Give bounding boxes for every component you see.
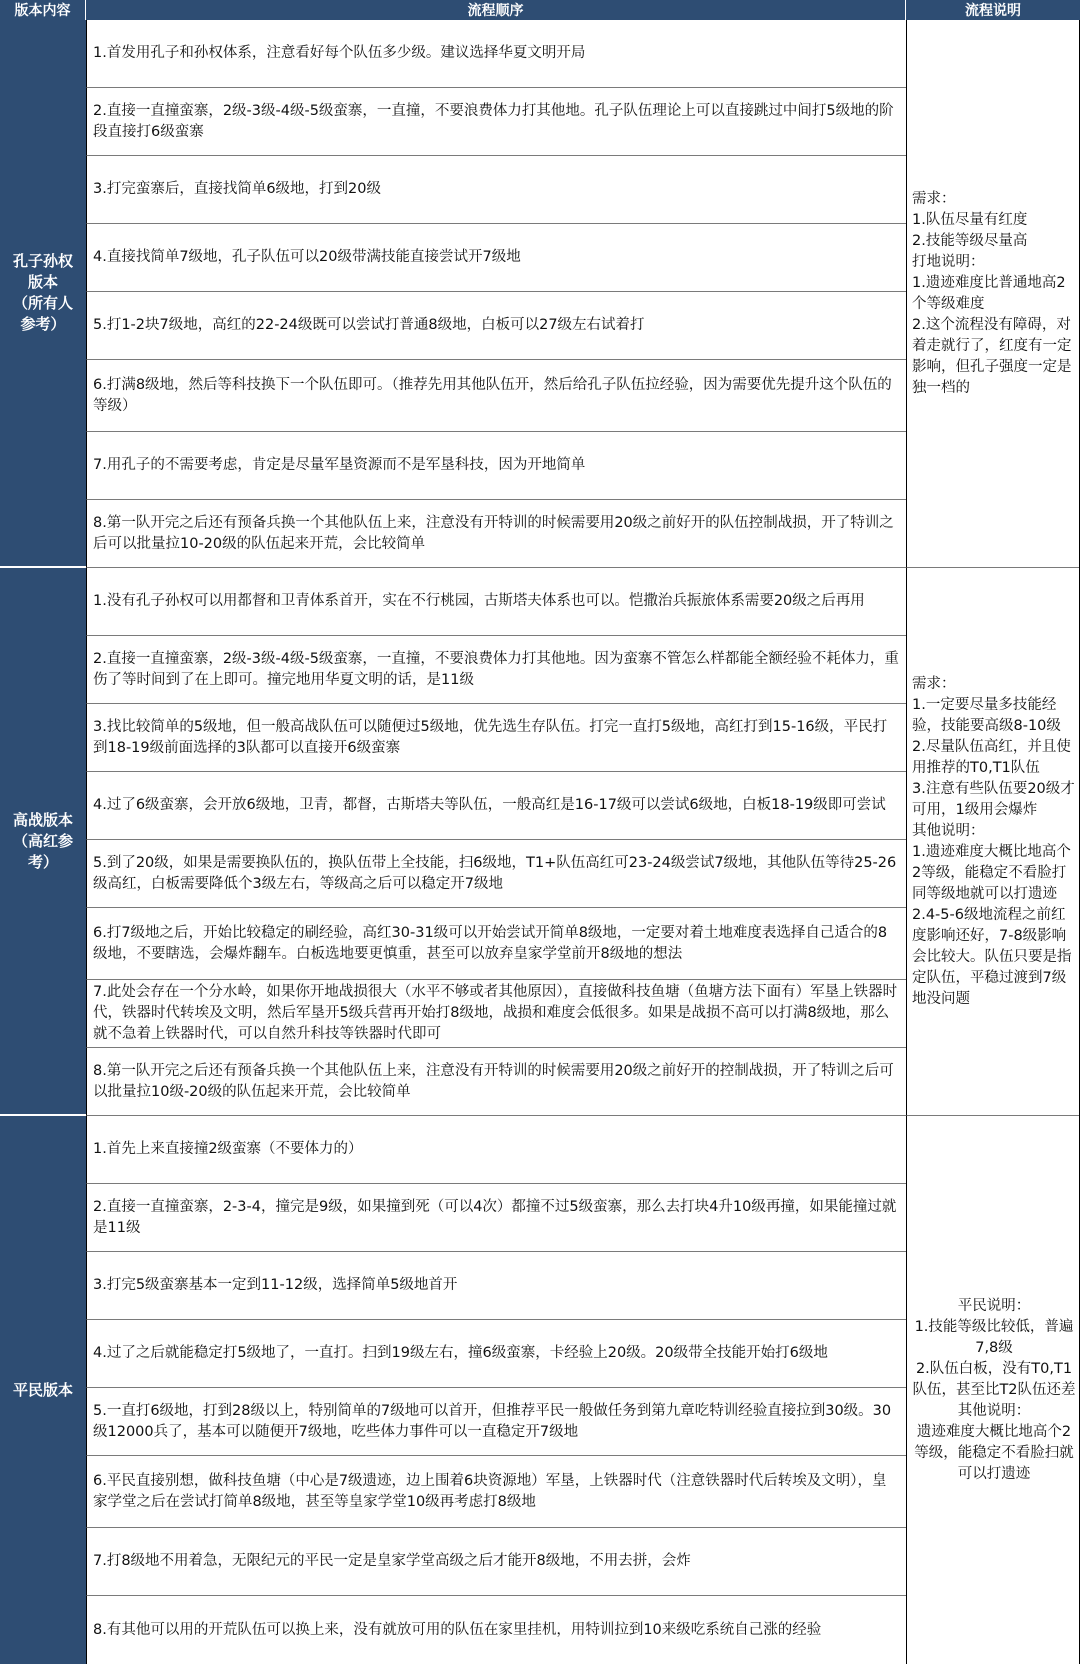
header-process-order: 流程顺序 xyxy=(86,0,906,20)
step-row: 7.打8级地不用着急，无限纪元的平民一定是皇家学堂高级之后才能开8级地，不用去拼，会炸 xyxy=(86,1528,906,1596)
step-row: 4.直接找简单7级地，孔子队伍可以20级带满技能直接尝试开7级地 xyxy=(86,224,906,292)
header-version: 版本内容 xyxy=(0,0,86,20)
step-row: 7.此处会存在一个分水岭，如果你开地战损很大（水平不够或者其他原因），直接做科技鱼塘（鱼塘方法下面有）军垦上铁器时代，铁器时代转埃及文明，然后军垦开5级兵营再开始打8级地，战损和难度会低很多。如果是战损不高可以打满8级地，那么就不急着上铁器时代，可以自然升科技等铁器时代即可 xyxy=(86,980,906,1048)
step-row: 5.一直打6级地，打到28级以上，特别简单的7级地可以首开，但推荐平民一般做任务到第九章吃特训经验直接拉到30级。30级12000兵了，基本可以随便开7级地，吃些体力事件可以一直稳定开7级地 xyxy=(86,1388,906,1456)
step-row: 2.直接一直撞蛮寨，2级-3级-4级-5级蛮寨，一直撞，不要浪费体力打其他地。孔子队伍理论上可以直接跳过中间打5级地的阶段直接打6级蛮寨 xyxy=(86,88,906,156)
section-label-high-power: 高战版本 （高红参 考） xyxy=(0,568,86,1116)
step-row: 5.到了20级，如果是需要换队伍的，换队伍带上全技能，扫6级地，T1+队伍高红可23-24级尝试7级地，其他队伍等待25-26级高红，白板需要降低个3级左右，等级高之后可以稳定开7级地 xyxy=(86,840,906,908)
step-row: 6.打满8级地，然后等科技换下一个队伍即可。（推荐先用其他队伍开，然后给孔子队伍拉经验，因为需要优先提升这个队伍的等级） xyxy=(86,360,906,432)
step-row: 8.第一队开完之后还有预备兵换一个其他队伍上来，注意没有开特训的时候需要用20级之前好开的队伍控制战损，开了特训之后可以批量拉10-20级的队伍起来开荒，会比较简单 xyxy=(86,500,906,568)
step-row: 1.没有孔子孙权可以用都督和卫青体系首开，实在不行桃园，古斯塔夫体系也可以。恺撒治兵振旅体系需要20级之后再用 xyxy=(86,568,906,636)
step-row: 2.直接一直撞蛮寨，2-3-4，撞完是9级，如果撞到死（可以4次）都撞不过5级蛮寨，那么去打块4升10级再撞，如果能撞过就是11级 xyxy=(86,1184,906,1252)
notes-free-player: 平民说明： 1.技能等级比较低，普遍7,8级 2.队伍白板，没有T0,T1队伍，甚至比T2队伍还差 其他说明： 遗迹难度大概比地高个2等级，能稳定不看脸扫就可以打遗迹 xyxy=(906,1116,1080,1664)
step-row: 3.打完5级蛮寨基本一定到11-12级，选择简单5级地首开 xyxy=(86,1252,906,1320)
step-row: 8.有其他可以用的开荒队伍可以换上来，没有就放可用的队伍在家里挂机，用特训拉到10来级吃系统自己涨的经验 xyxy=(86,1596,906,1664)
step-row: 1.首发用孔子和孙权体系，注意看好每个队伍多少级。建议选择华夏文明开局 xyxy=(86,20,906,88)
step-row: 5.打1-2块7级地，高红的22-24级既可以尝试打普通8级地，白板可以27级左右试着打 xyxy=(86,292,906,360)
step-row: 4.过了6级蛮寨，会开放6级地，卫青，都督，古斯塔夫等队伍，一般高红是16-17级可以尝试6级地，白板18-19级即可尝试 xyxy=(86,772,906,840)
step-row: 1.首先上来直接撞2级蛮寨（不要体力的） xyxy=(86,1116,906,1184)
step-row: 7.用孔子的不需要考虑，肯定是尽量军垦资源而不是军垦科技，因为开地简单 xyxy=(86,432,906,500)
notes-high-power: 需求： 1.一定要尽量多技能经验，技能要高级8-10级 2.尽量队伍高红，并且使用推荐的T0,T1队伍 3.注意有些队伍要20级才可用，1级用会爆炸 其他说明： 1.遗迹难度大概比地高个2等级，能稳定不看脸打同等级地就可以打遗迹 2.4-5-6级地流程之前红度影响还好，7-8级影响会比较大。队伍只要是指定队伍，平稳过渡到7级地没问题 xyxy=(906,568,1080,1116)
step-row: 3.找比较简单的5级地，但一般高战队伍可以随便过5级地，优先选生存队伍。打完一直打5级地，高红打到15-16级，平民打到18-19级前面选择的3队都可以直接开6级蛮寨 xyxy=(86,704,906,772)
step-row: 6.打7级地之后，开始比较稳定的刷经验，高红30-31级可以开始尝试开简单8级地，一定要对着土地难度表选择自己适合的8级地，不要瞎选，会爆炸翻车。白板选地要更慎重，甚至可以放弃皇家学堂前开8级地的想法 xyxy=(86,908,906,980)
header-process-notes: 流程说明 xyxy=(906,0,1080,20)
step-row: 3.打完蛮寨后，直接找简单6级地，打到20级 xyxy=(86,156,906,224)
step-row: 6.平民直接别想，做科技鱼塘（中心是7级遗迹，边上围着6块资源地）军垦，上铁器时代（注意铁器时代后转埃及文明），皇家学堂之后在尝试打简单8级地，甚至等皇家学堂10级再考虑打8级地 xyxy=(86,1456,906,1528)
section-label-kongzi: 孔子孙权 版本 （所有人 参考） xyxy=(0,20,86,568)
step-row: 4.过了之后就能稳定打5级地了，一直打。扫到19级左右，撞6级蛮寨，卡经验上20级。20级带全技能开始打6级地 xyxy=(86,1320,906,1388)
step-row: 8.第一队开完之后还有预备兵换一个其他队伍上来，注意没有开特训的时候需要用20级之前好开的控制战损，开了特训之后可以批量拉10级-20级的队伍起来开荒，会比较简单 xyxy=(86,1048,906,1116)
step-row: 2.直接一直撞蛮寨，2级-3级-4级-5级蛮寨，一直撞，不要浪费体力打其他地。因为蛮寨不管怎么样都能全额经验不耗体力，重伤了等时间到了在上即可。撞完地用华夏文明的话，是11级 xyxy=(86,636,906,704)
section-label-free-player: 平民版本 xyxy=(0,1116,86,1664)
notes-kongzi: 需求： 1.队伍尽量有红度 2.技能等级尽量高 打地说明： 1.遗迹难度比普通地高2个等级难度 2.这个流程没有障碍，对着走就行了，红度有一定影响，但孔子强度一定是独一档的 xyxy=(906,20,1080,568)
